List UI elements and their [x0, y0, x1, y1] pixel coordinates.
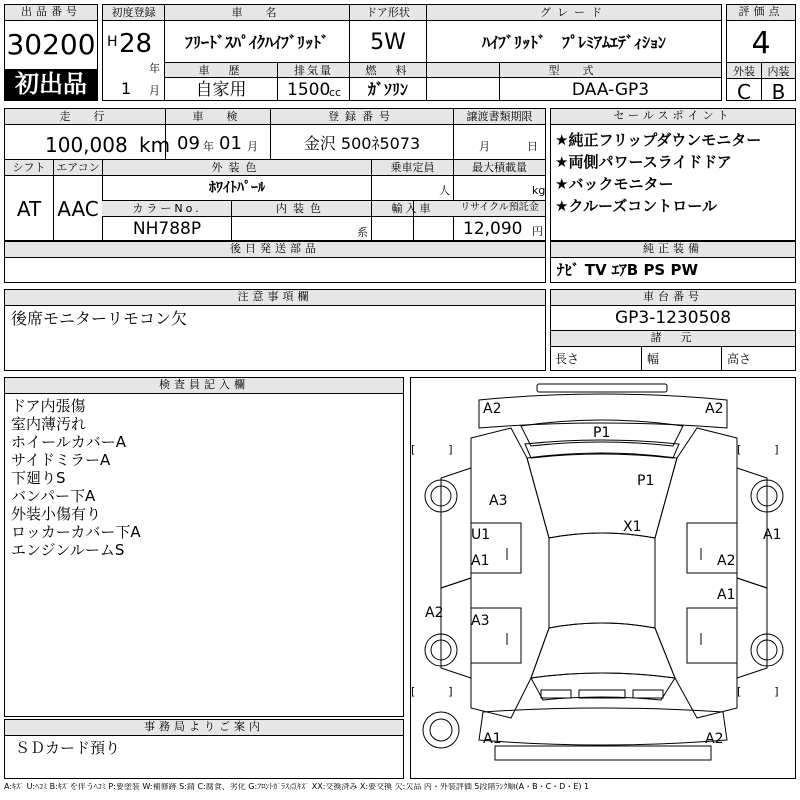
- mileage: 100,008: [45, 133, 128, 157]
- reg-year: 28: [119, 29, 153, 59]
- door-label: ドア形状: [366, 6, 410, 19]
- damage-label: A1: [763, 527, 782, 543]
- damage-label: A2: [705, 401, 724, 417]
- legend: A:ｷｽﾞ U:ﾍｺﾐ B:ｷｽﾞを伴うﾍｺﾐ P:要塗装 W:補修跡 S:錆 C:腐食、劣化 G:ﾌﾛﾝﾄｶﾞﾗｽ点ｷｽﾞ XX:交換済み X:要交換 欠:欠品 内・外装評価 5段階ﾗﾝｸ順(A・B・C・D・E) 1: [4, 783, 590, 791]
- month-unit: 月: [149, 84, 160, 97]
- chassis: [550, 289, 796, 371]
- sales-point: ★クルーズコントロール: [555, 197, 717, 215]
- score-label: 評価点: [727, 5, 795, 21]
- front-bumper-top: [537, 384, 667, 392]
- int-color-unit: 系: [357, 226, 368, 239]
- bracket: [ ]: [411, 443, 453, 456]
- width-label: 幅: [647, 352, 660, 366]
- inspector-item: 下廻りS: [11, 469, 66, 487]
- inspector-item: ホイールカバーA: [11, 433, 126, 451]
- damage-label: U1: [471, 527, 491, 543]
- damage-label: A2: [717, 553, 736, 569]
- capacity-label: 乗車定員: [390, 161, 435, 174]
- ext-color-label: 外装色: [211, 161, 263, 174]
- displacement: 1500: [287, 80, 331, 100]
- recycle-label: リサイクル預託金: [460, 202, 539, 213]
- right-rear-door: [687, 608, 737, 663]
- model-label: 型 式: [548, 64, 600, 77]
- damage-label: A1: [471, 553, 490, 569]
- left-rear-quarter: [441, 578, 471, 678]
- shift-label: シフト: [12, 161, 46, 174]
- car-name: ﾌﾘｰﾄﾞｽﾊﾟｲｸﾊｲﾌﾞﾘｯﾄﾞ: [184, 33, 329, 52]
- damage-label: X1: [623, 519, 642, 535]
- score-table: [726, 4, 796, 104]
- spare-wheel-inner: [430, 719, 452, 741]
- notes-value: 後席モニターリモコン欠: [11, 309, 188, 328]
- exterior-label: 外装: [733, 65, 755, 78]
- displacement-label: 排気量: [294, 64, 333, 77]
- car-name-label: 車 名: [231, 6, 283, 19]
- damage-label: P1: [637, 473, 655, 489]
- color-no-label: カラーNo.: [132, 202, 202, 215]
- era: H: [107, 34, 118, 50]
- inspector-item: サイドミラーA: [11, 451, 111, 469]
- shift: AT: [16, 197, 42, 221]
- mileage-label: 走 行: [59, 110, 111, 123]
- capacity-unit: 人: [439, 184, 450, 197]
- sales-point: ★バックモニター: [555, 175, 674, 193]
- dims-label: 諸 元: [551, 331, 795, 347]
- lot-number-cell: [4, 4, 98, 101]
- year-unit: 年: [149, 62, 160, 75]
- load-unit: kg: [532, 184, 546, 197]
- damage-label: A3: [471, 613, 490, 629]
- office-label: 事務局よりご案内: [5, 720, 403, 736]
- chassis-label: 車台番号: [551, 290, 795, 306]
- rear-bumper: [479, 708, 727, 745]
- length-label: 長さ: [555, 352, 580, 366]
- exterior-grade: C: [737, 80, 751, 104]
- first-listing-badge: 初出品: [5, 69, 97, 100]
- header-table: [102, 4, 722, 101]
- left-tail-lamp: [541, 690, 571, 698]
- inspector-list: [11, 397, 141, 559]
- recycle-unit: 円: [532, 225, 543, 238]
- office-value: ＳＤカード預り: [15, 739, 121, 757]
- interior-grade: B: [771, 80, 786, 104]
- rear-glass: [531, 623, 675, 678]
- color-no: NH788P: [132, 219, 202, 239]
- car-diagram-panel: [410, 377, 796, 779]
- ac-label: エアコン: [56, 161, 100, 174]
- model: DAA-GP3: [571, 80, 650, 100]
- right-tail-lamp: [633, 690, 663, 698]
- recycle-fee: 12,090: [463, 219, 523, 239]
- bracket: [ ]: [737, 685, 779, 698]
- damage-label: A2: [483, 401, 502, 417]
- door-type: 5W: [370, 30, 406, 55]
- history-label: 車 歴: [198, 64, 244, 77]
- bracket: [ ]: [411, 685, 453, 698]
- first-reg-label: 初度登録: [111, 6, 156, 19]
- inspection-year: 09: [177, 133, 200, 154]
- office-notice: [4, 719, 404, 779]
- interior-label: 内装: [767, 65, 790, 78]
- notes: [4, 289, 546, 371]
- inspection-label: 車 検: [192, 110, 244, 123]
- inspection-year-unit: 年: [203, 140, 214, 153]
- equipment-value: ﾅﾋﾞ TV ｴｱB PS PW: [557, 261, 698, 279]
- right-rear-quarter: [737, 578, 767, 678]
- lot-number: 30200: [6, 28, 96, 61]
- grade: ﾊｲﾌﾞﾘｯﾄﾞ ﾌﾟﾚﾐｱﾑｴﾃﾞｨｼｮﾝ: [481, 33, 666, 52]
- inspector-item: ドア内張傷: [11, 397, 86, 415]
- later-parts: [4, 241, 546, 283]
- spare-wheel: [423, 712, 459, 748]
- reg-number: 金沢 500ﾈ5073: [303, 134, 421, 153]
- score: 4: [751, 26, 771, 61]
- sales-points: [550, 108, 796, 241]
- lot-number-label: 出品番号: [5, 5, 97, 21]
- doc-month-unit: 月: [479, 140, 490, 153]
- inspector-item: ロッカーカバー下A: [11, 523, 141, 541]
- sales-point: ★純正フリップダウンモニター: [555, 131, 762, 149]
- displacement-unit: cc: [329, 86, 342, 99]
- tailgate: [531, 673, 675, 700]
- damage-label: A2: [705, 731, 724, 747]
- inspection-month-unit: 月: [247, 140, 258, 153]
- inspector-notes: [4, 377, 404, 717]
- damage-label: P1: [593, 425, 611, 441]
- rear-step: [495, 746, 711, 760]
- doc-deadline-label: 譲渡書類期限: [466, 110, 533, 123]
- left-front-fender: [441, 468, 471, 588]
- inspector-label: 検査員記入欄: [5, 378, 403, 394]
- later-parts-label: 後日発送部品: [5, 242, 545, 258]
- fuel: ｶﾞｿﾘﾝ: [367, 80, 408, 99]
- import-label: 輸入車: [391, 202, 434, 215]
- details-table: [4, 108, 546, 241]
- height-label: 高さ: [727, 352, 752, 366]
- ext-color: ﾎﾜｲﾄﾊﾟｰﾙ: [209, 180, 265, 196]
- fuel-label: 燃 料: [365, 64, 411, 77]
- reg-month: 1: [121, 79, 132, 98]
- windshield: [527, 453, 677, 538]
- sales-point: ★両側パワースライドドア: [555, 153, 732, 171]
- damage-label: A1: [483, 731, 502, 747]
- roof: [549, 533, 655, 628]
- int-color-label: 内装色: [276, 202, 327, 215]
- history: 自家用: [195, 80, 247, 100]
- front-bumper: [479, 394, 727, 428]
- equipment-label: 純正装備: [551, 242, 795, 258]
- ac: AAC: [57, 197, 99, 221]
- grade-label: グレード: [540, 6, 608, 19]
- inspector-item: バンパー下A: [11, 487, 96, 505]
- inspection-month: 01: [219, 133, 242, 154]
- equipment: [550, 241, 796, 283]
- inspector-item: 室内薄汚れ: [11, 415, 87, 433]
- reg-number-label: 登録番号: [328, 110, 396, 123]
- inspector-item: エンジンルームS: [11, 541, 125, 559]
- sales-points-label: セールスポイント: [551, 109, 795, 125]
- damage-label: A2: [425, 605, 444, 621]
- damage-label: A3: [489, 493, 508, 509]
- sales-points-list: [555, 129, 795, 217]
- damage-label: A1: [717, 587, 736, 603]
- mileage-unit: km: [139, 133, 171, 157]
- load-label: 最大積載量: [472, 161, 527, 174]
- bracket: [ ]: [737, 443, 779, 456]
- notes-label: 注意事項欄: [5, 290, 545, 306]
- doc-day-unit: 日: [527, 140, 538, 153]
- inspector-item: 外装小傷有り: [11, 505, 102, 523]
- chassis-number: GP3-1230508: [614, 308, 732, 328]
